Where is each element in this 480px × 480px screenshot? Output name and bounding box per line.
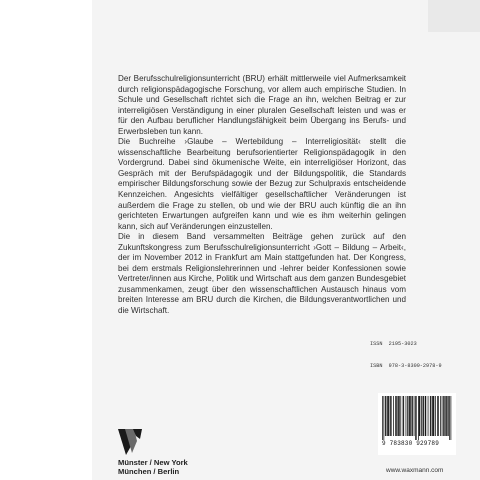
publisher-url: www.waxmann.com [386, 467, 444, 474]
blurb-text [118, 74, 406, 317]
blurb-paragraph-2: Die Buchreihe ›Glaube – Wertebildung – Interreligiosität‹ stellt die wissenschaftliche Bearbeitung berufsorientierter Religionspädagogik in den Vordergrund. Dabei sind ökumenische Weite, ein interreligiöser Horizont, das Gespräch mit der Berufspädagogik und der Bildungspolitik, die Standards empirischer Bildungsforschung sowie der Bezug zur Schulpraxis entscheidende Kennzeichen. Angesichts vielfältiger gesellschaftlicher Veränderungen ist außerdem die Frage zu stellen, ob und wie der BRU auch künftig die an ihn gerichteten Erwartungen aufgreifen kann und wie es ihm weiterhin gelingen kann, sich auf Veränderungen einzustellen. [118, 137, 406, 231]
blurb-paragraph-1: Der Berufsschulreligionsunterricht (BRU) erhält mittlerweile viel Aufmerksamkeit durch religionspädagogische Forschung, vor allem auch empirische Studien. In Schule und Gesellschaft richtet sich die Frage an ihn, welchen Beitrag er zur interreligiösen Verständigung in einer pluralen Gesellschaft leisten und was er für den Aufbau beruflicher Handlungsfähigkeit beim Übergang ins Berufs- und Erwerbsleben tun kann. [118, 74, 406, 136]
waxmann-w-logo-icon [118, 429, 142, 455]
blurb-paragraph-3: Die in diesem Band versammelten Beiträge gehen zurück auf den Zukunftskongress zum Berufsschulreligionsunterricht ›Gott – Bildung – Arbeit‹, der im November 2012 in Frankfurt am Main stattgefunden hat. Der Kongress, bei dem erstmals Religionslehrerinnen und -lehrer beider Konfessionen sowie Vertreter/innen aus Kirche, Politik und Wirtschaft aus dem ganzen Bundesgebiet zusammenkamen, zeugt über den wissenschaftlichen Austausch hinaus vom breiten Interesse am BRU durch die Kirchen, die Bildungsverantwortlichen und die Wirtschaft. [118, 232, 406, 316]
cover-corner-accent [428, 0, 480, 32]
publisher-city-line-1: Münster / New York [118, 458, 188, 467]
publisher-city-line-2: München / Berlin [118, 467, 180, 476]
isbn-block [370, 326, 442, 378]
barcode-number: 9 783830 929789 [382, 440, 440, 447]
barcode-panel [378, 393, 456, 455]
barcode-icon [382, 396, 452, 440]
issn-line: ISSN 2195-3023 [370, 340, 417, 347]
isbn-line: ISBN 978-3-8309-2978-9 [370, 363, 442, 370]
